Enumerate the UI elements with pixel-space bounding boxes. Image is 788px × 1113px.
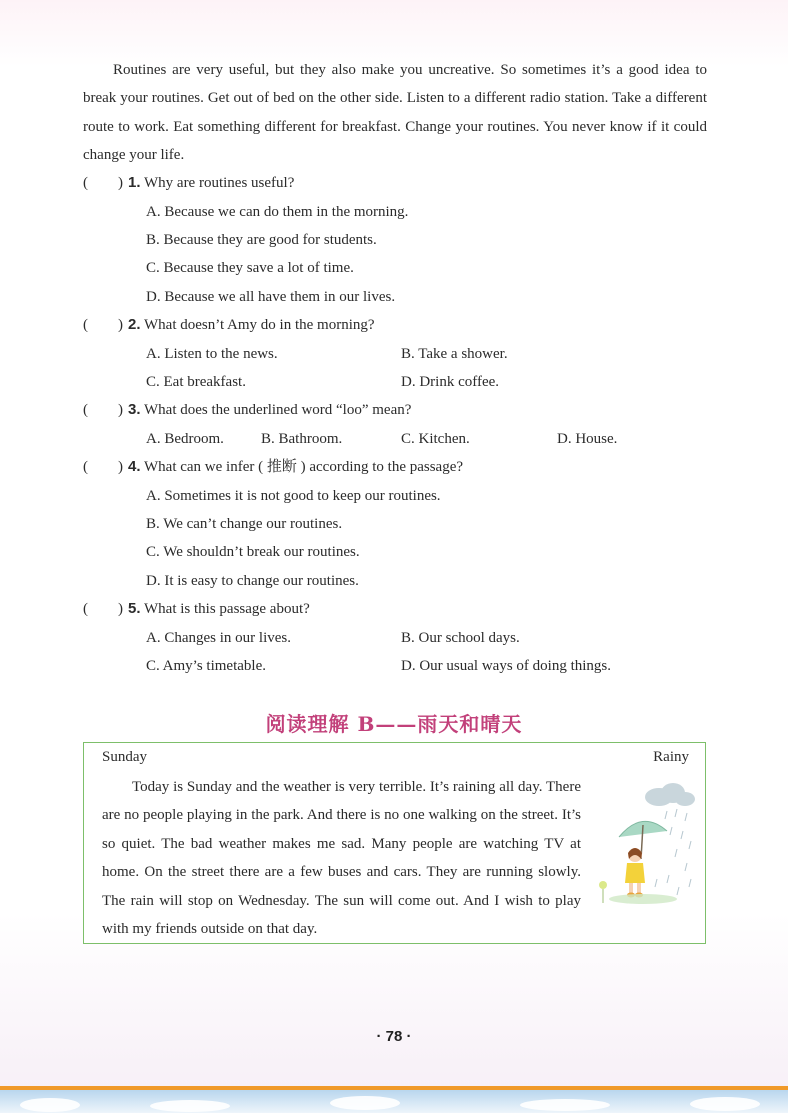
option-4b: B. We can’t change our routines.: [146, 516, 343, 532]
option-3b: B. Bathroom.: [261, 431, 343, 447]
option-2b: B. Take a shower.: [401, 346, 508, 362]
answer-blank[interactable]: ( ): [83, 175, 123, 191]
option-1c: C. Because they save a lot of time.: [146, 260, 354, 276]
option-3c: C. Kitchen.: [401, 431, 470, 447]
option-1d: D. Because we all have them in our lives.: [146, 289, 396, 305]
question-number: 2.: [128, 316, 141, 333]
answer-blank[interactable]: ( ): [83, 402, 123, 418]
question-number: 3.: [128, 401, 141, 418]
option-4a: A. Sometimes it is not good to keep our routines.: [146, 488, 441, 504]
section-title: 阅读理解 B——雨天和晴天: [265, 712, 523, 736]
option-2d: D. Drink coffee.: [401, 374, 500, 390]
option-3a: A. Bedroom.: [146, 431, 224, 447]
diary-day: Sunday: [102, 749, 147, 765]
question-text: What is this passage about?: [144, 601, 310, 617]
question-text: What can we infer ( 推断 ) according to the passage?: [144, 459, 464, 475]
question-number: 4.: [128, 458, 141, 475]
question-number: 5.: [128, 600, 141, 617]
option-2c: C. Eat breakfast.: [146, 374, 246, 390]
question-3: [83, 400, 411, 420]
diary-text: Today is Sunday and the weather is very terrible. It’s raining all day. There are no people playing in the park. And there is no one walking on the street. It’s so quiet. The bad weather makes me sad. Many people are watching TV at home. On the street there are a few buses and cars. They are running slowly. The rain will stop on Wednesday. The sun will come out. And I wish to play with my friends outside on that day.: [102, 779, 581, 938]
answer-blank[interactable]: ( ): [83, 459, 123, 475]
option-5c: C. Amy’s timetable.: [146, 658, 266, 674]
question-text: What does the underlined word “loo” mean?: [144, 402, 412, 418]
option-1b: B. Because they are good for students.: [146, 232, 377, 248]
question-2: [83, 315, 375, 335]
answer-blank[interactable]: ( ): [83, 317, 123, 333]
option-5b: B. Our school days.: [401, 630, 520, 646]
question-4: [83, 457, 463, 477]
option-4c: C. We shouldn’t break our routines.: [146, 544, 360, 560]
option-5a: A. Changes in our lives.: [146, 630, 291, 646]
page-number: · 78 ·: [376, 1028, 412, 1045]
question-number: 1.: [128, 174, 141, 191]
option-1a: A. Because we can do them in the morning.: [146, 204, 409, 220]
question-text: What doesn’t Amy do in the morning?: [144, 317, 375, 333]
question-1: [83, 173, 294, 193]
option-5d: D. Our usual ways of doing things.: [401, 658, 611, 674]
diary-weather: Rainy: [653, 749, 689, 765]
option-3d: D. House.: [557, 431, 618, 447]
bottom-sky-decor: [0, 1090, 788, 1113]
question-text: Why are routines useful?: [144, 175, 295, 191]
option-2a: A. Listen to the news.: [146, 346, 278, 362]
reading-passage: Routines are very useful, but they also make you uncreative. So sometimes it’s a good idea to break your routines. Get out of bed on the other side. Listen to a different radio station. Take a different route to work. Eat something different for breakfast. Change your routines. You never know if it could change your life.: [83, 62, 707, 164]
option-4d: D. It is easy to change our routines.: [146, 573, 359, 589]
rainy-girl-umbrella-illustration: [597, 779, 697, 909]
question-5: [83, 599, 310, 619]
answer-blank[interactable]: ( ): [83, 601, 123, 617]
diary-box: [83, 742, 706, 944]
